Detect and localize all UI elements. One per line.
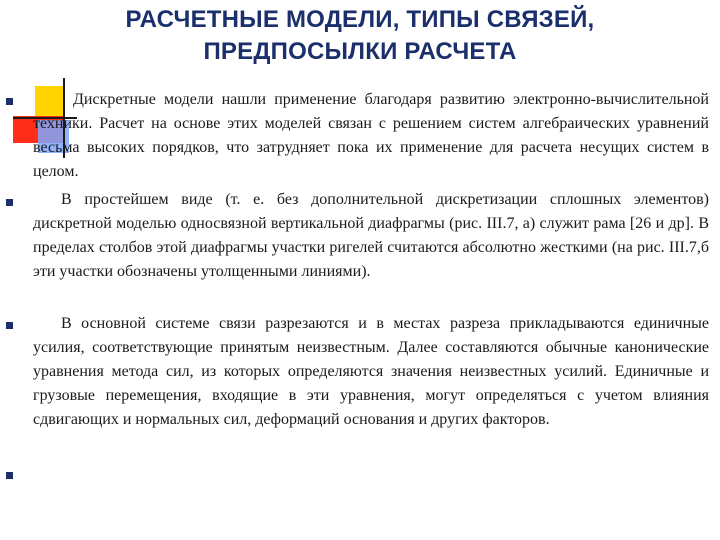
paragraph-1-text: Дискретные модели нашли применение благодаря развитию электронно-вычислительной техники. Расчет на основе этих моделей связан с решением систем алгебраических уравнений весьма высоких порядков, что затрудняет пока их применение для расчета несущих систем в целом. [33,91,709,180]
bullet-icon [6,199,13,206]
title-line-2: ПРЕДПОСЫЛКИ РАСЧЕТА [203,38,517,65]
paragraph-2-text: В простейшем виде (т. е. без дополнительной дискретизации сплошных элементов) дискретной моделью односвязной вертикальной диафрагмы (рис. III.7, а) служит рама [26 и др]. В пределах столбов этой диафрагмы участки ригелей считаются абсолютно жесткими (на рис. III.7,б эти участки обозначены утолщенными линиями). [33,191,709,280]
slide-title [0,4,720,68]
paragraph-3-text: В основной системе связи разрезаются и в местах разреза прикладываются единичные усилия, соответствующие принятым неизвестным. Далее составляются обычные канонические уравнения метода сил, из которых определяются значения неизвестных усилий. Единичные и грузовые перемещения, входящие в эти уравнения, могут определяться с учетом влияния сдвигающих и нормальных сил, деформаций основания и других факторов. [33,315,709,428]
paragraph-3 [33,312,709,432]
paragraph-1 [33,88,709,184]
bullet-icon [6,472,13,479]
title-line-1: РАСЧЕТНЫЕ МОДЕЛИ, ТИПЫ СВЯЗЕЙ, [125,6,595,33]
paragraph-2 [33,188,709,284]
bullet-icon [6,322,13,329]
bullet-icon [6,98,13,105]
